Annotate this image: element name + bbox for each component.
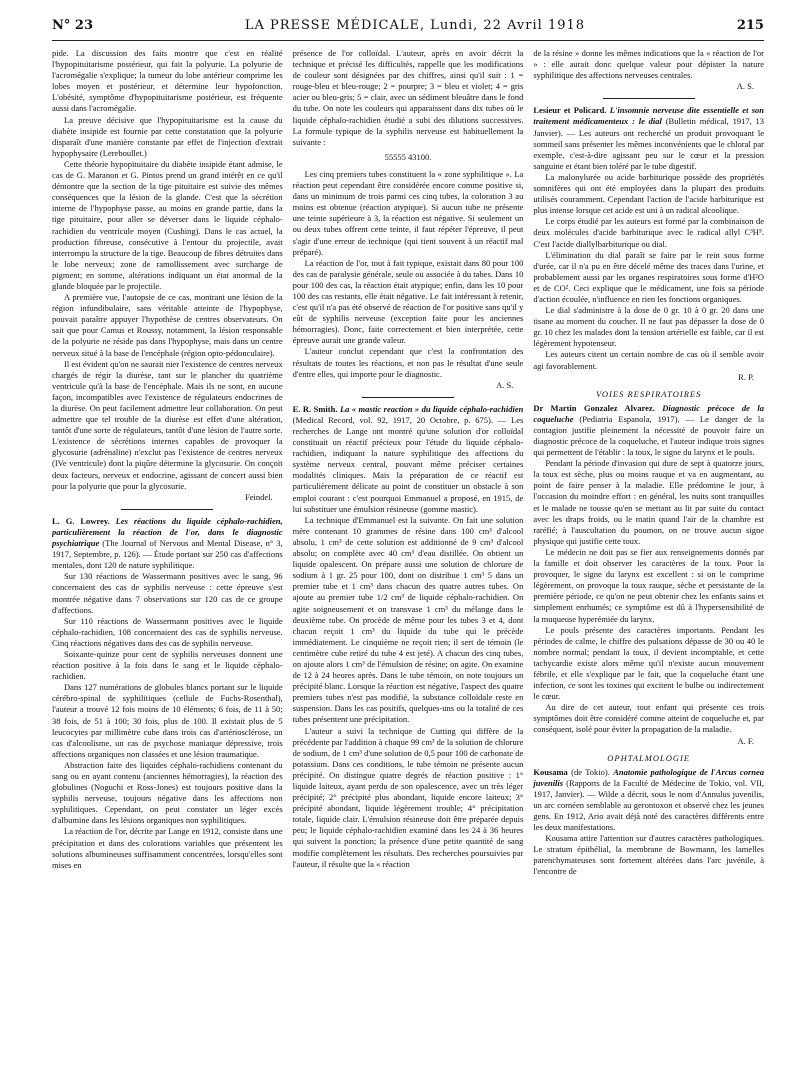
- abstract-author: Dr Martin Gonzalez Alvarez.: [533, 402, 655, 413]
- paragraph: La preuve décisive que l'hypopituitarisme est la cause du diabète insipide est fournie par cette constatation que la polyurie disparaît d'une manière constante par effet de l'injection d'extrait hypophysaire (Lereboullet.): [52, 114, 283, 158]
- paragraph: Les auteurs citent un certain nombre de cas où il semble avoir agi favorablement.: [533, 349, 764, 371]
- abstract-author: L. G. Lowrey.: [52, 515, 110, 526]
- signature: A. F.: [737, 735, 754, 746]
- divider: [362, 397, 454, 398]
- section-heading: VOIES RESPIRATOIRES: [595, 388, 702, 399]
- paragraph: présence de l'or colloïdal. L'auteur, après en avoir décrit la technique et précisé les difficultés, rappelle que les modifications de couleur sont désignées par des chiffres, ainsi qu'il suit : 1 = rouge-bleu et bleu-rouge; 2 = pourpre; 3 = bleu et violet; 4 = gris acier ou bleu-gris; 5 = clair, avec un sédiment bleuâtre dans le fond du tube. On note les couleurs qui apparaissent dans dix tubes où le liquide céphalo-rachidien étudié a subi des dilutions successives. La formule typique de la syphilis nerveuse est habituellement la suivante :: [292, 48, 524, 147]
- abstract-heading: [293, 404, 524, 515]
- abstract-author: Kousama: [533, 766, 568, 777]
- abstract-reference: (Rapports de la Faculté de Médecine de Tokio, vol. VII, 1917, Janvier). — Wilde a décrit, sous le nom d'Annulus juvenilis, un arc cornéen semblable au gerontoxon et observé chez les jeunes gens. En 1912, Ario avait déjà noté des caractères différents entre les deux manifestations.: [533, 777, 764, 833]
- abstract-heading: [533, 105, 764, 172]
- column-3: [533, 48, 764, 1078]
- column-1: [52, 48, 283, 1078]
- paragraph: La technique d'Emmanuel est la suivante. On fait une solution mère contenant 10 grammes de résine dans 100 cm³ d'alcool absolu, 1 cm³ de cette solution est additionné de 9 cm³ d'alcool absolu; on complète avec 40 cm³ d'eau distillée. On obtient un liquide opalescent. On prépare aussi une solution de chlorure de sodium à 1 gr. 25 pour 100, dont on distribue 1 cm³ 5 dans un premier tube et 1 cm³ dans chacun des quatre autres tubes. On ajoute au premier tube 1/2 cm³ de liquide céphalo-rachidien. On agite soigneusement et on transvase 1 cm³ du mélange dans le deuxième tube. On procède de même pour les tubes 3 et 4, dont chacun reçoit 1 cm³ du liquide du tube qui le précède immédiatement. Le cinquième ne reçoit rien; il sert de témoin (le centimètre cube retiré du tube 4 est jeté). A chacun des cinq tubes, on ajoute alors 1 cm³ de l'émulsion de résine; on agite. On examine de 12 à 24 heures après. Dans le tube témoin, on note toujours un précipité blanc. Lorsque la réaction est négative, l'aspect des quatre premiers tubes n'est pas modifié, la substance colloïdale reste en suspension. Dans les cas positifs, quelques-uns ou la totalité de ces tubes présentent une précipitation.: [292, 514, 524, 725]
- abstract-reference: (Medical Record, vol. 92, 1917, 20 Octobre, p. 675). — Les recherches de Lange ont montré qu'une solution d'or colloïdal constituait un réactif précieux pour l'étude du liquide céphalo-rachidien, indiquant la nature syphilitique des affections du système nerveux central, pouvant même préciser certaines modalités cliniques. Mais la préparation de ce réactif est particulièrement délicate au point de constituer un obstacle à son emploi courant : c'est pourquoi Emmanuel a proposé, en 1915, de lui substituer une émulsion résineuse (gomme mastic).: [292, 414, 524, 514]
- signature: R. P.: [738, 371, 754, 382]
- paragraph: Le dial s'administre à la dose de 0 gr. 10 à 0 gr. 20 dans une tisane au moment du coucher. Il ne faut pas dépasser la dose de 0 gr. 10 chez les malades dont la tension artérielle est faible, car il est légèrement hypotenseur.: [533, 305, 764, 349]
- abstract-title: Diagnostic précoce de la coqueluche: [533, 402, 764, 424]
- paragraph: Au dire de cet auteur, tout enfant qui présente ces trois symptômes doit être considéré comme atteint de coqueluche et, par conséquent, isolé pour éviter la propagation de la maladie.: [533, 702, 764, 735]
- running-title: LA PRESSE MÉDICALE, Lundi, 22 Avril 1918: [244, 18, 586, 33]
- abstract-heading: [533, 403, 764, 458]
- column-2: [293, 48, 524, 1078]
- running-header: [52, 18, 764, 41]
- paragraph: Il est évident qu'on ne saurait nier l'existence de centres nerveux chargés de régir la diurèse, tant sur le plancher du quatrième ventricule qu'à la base de l'encéphale. Mais ils ne sont, en aucune façon, incompatibles avec l'existence de régulateurs endocrines de la diurèse. On peut facilement admettre leur collaboration. On peut admettre que tel trouble de la diurèse est effet d'une altération, tantôt d'une sorte de régulateurs, tantôt d'une lésion de l'autre sorte. L'existence de sécrétions internes capables de provoquer la glycosurie (adrénaline) n'exclut pas l'existence de centres nerveux (IVe ventricule) dont la piqûre détermine la glycosurie. On conçoit deux facteurs, nerveux et endocrine, agissant de concert aussi bien pour la polyurie que pour la glycosurie.: [52, 358, 283, 491]
- signature: A. S.: [496, 379, 514, 390]
- paragraph: pide. La discussion des faits montre que c'est en réalité l'hypopituitarisme postérieur, qui fait la polyurie. La polyurie de l'acromégalie s'explique; la tumeur du lobe antérieur comprime les lobes moyen et postérieur, et détermine leur hypofonction. L'obésité, symptôme d'hypopituitarisme postérieur, est fréquente aussi dans l'acromégalie.: [52, 48, 283, 114]
- paragraph: Les cinq premiers tubes constituent la « zone syphilitique ». La réaction peut cependant être considérée encore comme positive si, dans un minimum de trois parmi ces cinq tubes, la coloration 3 au moins est obtenue (réaction atypique). Si aucun tube ne présente une teinte supérieure à 3, la réaction est négative. Si seulement un ou deux tubes offrent cette teinte, il faut répéter l'épreuve, il peut s'agir d'une erreur de technique (qui tient souvent à un réactif mal préparé).: [292, 168, 524, 257]
- abstract-author-origin: (de Tokio).: [571, 766, 610, 777]
- paragraph: L'auteur conclut cependant que c'est la confrontation des résultats de toutes les réactions, et non pas le résultat d'une seule d'entre elles, qui importe pour le diagnostic.: [292, 346, 524, 379]
- paragraph: de la résine » donne les mêmes indications que la « réaction de l'or » : elle aurait donc quelque valeur pour dépister la nature syphilitique des affections nerveuses centrales.: [533, 48, 764, 81]
- abstract-title: Les réactions du liquide céphalo-rachidien, particulièrement la réaction de l'or, dans le diagnostic psychiatrique: [52, 515, 283, 549]
- paragraph: Pendant la période d'invasion qui dure de sept à quatorze jours, la toux est sèche, plus ou moins rauque et va en augmentant, au point de faire penser à la maladie. Elle prédomine le jour, à l'occasion du moindre effort : en général, les nuits sont tranquilles et le malade ne tousse qu'en se mettant au lit par suite du contact avec les draps froids, ou le matin quand l'air de la chambre est raréfié; à l'auscultation du poumon, on ne trouve aucun signe physique qui justifie cette toux.: [533, 458, 764, 546]
- abstract-title: Anatomie pathologique de l'Arcus cornea juvenilis: [533, 766, 764, 788]
- abstract-reference: (Bulletin médical, 1917, 13 Janvier). — Les auteurs ont recherché un produit provoquant le sommeil sans présenter les mêmes inconvénients que le chloral par exemple, c'est-à-dire agissant peu sur le cœur et la pression sanguine et étant bien toléré par le tube digestif.: [533, 116, 764, 171]
- paragraph: Soixante-quinze pour cent de syphilis nerveuses donnent une réaction positive à la fois dans le sang et le liquide céphalo-rachidien.: [52, 648, 283, 682]
- paragraph: Sur 110 réactions de Wassermann positives avec le liquide céphalo-rachidien, 108 concernaient des cas de syphilis nerveuse. Cinq réactions négatives dans des cas de syphilis nerveuse.: [52, 615, 283, 648]
- abstract-author: E. R. Smith.: [292, 403, 338, 414]
- paragraph: Cette théorie hypopituitaire du diabète insipide étant admise, le cas de G. Maranon et G. Pintos prend un grand intérêt en ce qu'il démontre que la section de la tige pituitaire est suivie des mêmes conséquences que la lésion de la glande. C'est que la sécrétion interne de l'hypophyse passe, au moins en grande partie, dans la tige pituitaire, pour aller se déverser dans le liquide céphalo-rachidien du ventricule moyen (Cushing). Dans le cas actuel, la production fibreuse, consécutive à l'entour du projectile, avait interrompu la structure de la tige. Beaucoup de fibres détruites dans le lobe nerveux; zone de ramollissement avec surcharge de pigment; en somme, altérations indiquant un état anormal de la glande bloquée par le projectile.: [52, 158, 283, 291]
- abstract-title: L'insomnie nerveuse dite essentielle et son traitement médicamenteux : le dial: [533, 105, 764, 127]
- paragraph: Le pouls présente des caractères importants. Pendant les périodes de calme, le chiffre des pulsations dépasse de 30 ou 40 le nombre normal; pendant la toux, il devient incomptable, et cette tachycardie existe alors même qu'il n'existe aucun mouvement fébrile, et elle s'explique par le fait, que la coqueluche étant une infection, ce sont les toxines qui excitent le bulbe ou indirectement le cœur.: [533, 624, 764, 702]
- paragraph: Sur 130 réactions de Wassermann positives avec le sang, 96 concernaient des cas de syphilis nerveuse : cette épreuve s'est montrée négative dans 7 observations sur 120 cas de ce groupe d'affections.: [52, 571, 283, 615]
- paragraph: La réaction de l'or, tout à fait typique, existait dans 80 pour 100 des cas de paralysie générale, seule ou associée à du tabes. Dans 10 pour 100 des cas, la réaction était atypique; enfin, dans les 10 pour 100 des cas restants, elle était négative. Le fait intéressant à retenir, c'est qu'il n'a pas été observé de réaction de l'or positive sans qu'il y eût de syphilis nerveuse (exception faite pour les anciennes hémorragies). Donc, faite correctement et bien interprétée, cette épreuve aurait une grande valeur.: [292, 257, 524, 346]
- paragraph: L'élimination du dial paraît se faire par le rein sous forme d'urée, car il n'a pu en être décelé même des traces dans l'urine, et probablement aussi par les organes respiratoires sous forme d'H²O et de CO². Ceci explique que le médicament, une fois sa période d'action écoulée, n'influence en rien les fonctions organiques.: [533, 249, 764, 304]
- abstract-heading: [52, 516, 283, 571]
- page-number-left: N° 23: [52, 18, 93, 33]
- divider: [603, 98, 695, 99]
- abstract-reference: (Pediatria Espanola, 1917). — Le danger de la contagion justifie pleinement la nécessité de pouvoir faire un diagnostic précoce de la coqueluche, et l'auteur indique trois signes qui permettent de l'établir : la toux, le signe du larynx et le pouls.: [533, 413, 764, 458]
- divider: [121, 509, 213, 510]
- paragraph: Kousama attire l'attention sur d'autres caractères pathologiques. Le stratum épithélial, la membrane de Bowmann, les lamelles parenchymateuses sont fortement altérées dans l'arc juvénile, à l'encontre de: [533, 833, 764, 877]
- paragraph: L'auteur a suivi la technique de Cutting qui diffère de la précédente par l'addition à chaque 99 cm³ de la solution de chlorure de sodium, de 1 cm³ d'une solution de 0,5 pour 100 de carbonate de potassium. Dans ces conditions, le tube témoin ne présente aucun précipité. On distingue quatre degrés de réaction positive : 1° liquide laiteux, ayant perdu de son opalescence, avec un très léger précipité; 2° précipité plus abondant, liquide encore laiteux; 3° précipité abondant, liquide légèrement trouble; 4° précipitation totale, liquide clair. L'émulsion résineuse doit être préparée depuis peu; le liquide céphalo-rachidien examiné dans les 24 à 36 heures qui suivent la ponction; la présence d'une petite quantité de sang modifie complètement les résultats. Des recherches poursuivies par l'auteur, il résulte que la « réaction: [292, 725, 524, 869]
- paragraph: La malonylurée ou acide barbiturique possède des propriétés somnifères qui ont été employées dans la plupart des produits utilisés couramment. Cependant l'action de l'acide barbiturique est plus intense lorsque cet acide est uni à un radical alcoolique.: [533, 171, 764, 216]
- paragraph: Le médecin ne doit pas se fier aux renseignements donnés par la famille et doit observer les caractères de la toux. Pour la provoquer, le signe du larynx est excellent : si on le comprime légèrement, on provoque la toux rauque, sèche et persistante de la première période, ce qu'on ne peut obtenir chez les enfants sains et simplement enrhumés; ce symptôme est dû à l'hypersensibilité de la muqueuse hyperémiée du larynx.: [533, 546, 764, 624]
- abstract-title: La « mastic reaction » du liquide céphalo-rachidien: [339, 403, 524, 414]
- paragraph: Le corps étudié par les auteurs est formé par la combinaison de deux molécules d'acide barbiturique avec le radical allyl C³H⁵. C'est l'acide diallylbarbiturique ou dial.: [533, 216, 764, 249]
- gold-reaction-formula: 55555 43100.: [384, 151, 432, 162]
- abstract-heading: [533, 767, 764, 834]
- page-number-right: 215: [736, 18, 764, 33]
- text-columns: [52, 48, 764, 1078]
- signature: A. S.: [736, 81, 754, 92]
- abstract-author: Lesieur et Policard.: [533, 105, 607, 116]
- signature: Feindel.: [245, 491, 273, 502]
- paragraph: La réaction de l'or, décrite par Lange en 1912, consiste dans une précipitation et dans des colorations variables que présentent les solutions albumineuses suffisamment concentrées, lorsqu'elles sont mises en: [52, 826, 283, 870]
- paragraph: Dans 127 numérations de globules blancs portant sur le liquide cérébro-spinal de syphilitiques (cellule de Fuchs-Rosenthal), l'auteur a trouvé 12 fois moins de 10 éléments; 6 fois, de 11 à 50; 38 fois, de 51 à 100; 30 fois, plus de 100. Il existait plus de 5 leucocytes par millimètre cube dans trois cas d'artériosclérose, un cas d'alcoolisme, un cas de psychose maniaque dépressive, trois affections organiques non classées et une lésion traumatique.: [52, 682, 283, 759]
- paragraph: A première vue, l'autopsie de ce cas, montrant une lésion de la région infundibulaire, sans véritable atteinte de l'hypophyse, pouvait paraître appuyer l'hypothèse de centres observateurs. On sait que pour Camus et Roussy, notamment, la lésion responsable de la polyurie ne réside pas dans l'hypophyse, mais dans un centre nerveux situé à la base de l'encéphale (région opto-pédonculaire).: [52, 292, 283, 358]
- paragraph: Abstraction faite des liquides céphalo-rachidiens contenant du sang ou en ayant contenu (anciennes hémorragies), la réaction des globulines (Noguchi et Ross-Jones) est toujours positive dans la syphilis nerveuse, toujours négative dans les affections non syphilitiques. Cependant, on peut constater un léger excès d'albumine dans les lésions organiques non syphilitiques.: [52, 759, 283, 826]
- abstract-reference: (The Journal of Nervous and Mental Disease, n° 3, 1917, Septembre, p. 126). — Étude portant sur 250 cas d'affections mentales, dont 120 de nature syphilitique.: [52, 538, 283, 571]
- section-heading: OPHTALMOLOGIE: [607, 752, 691, 763]
